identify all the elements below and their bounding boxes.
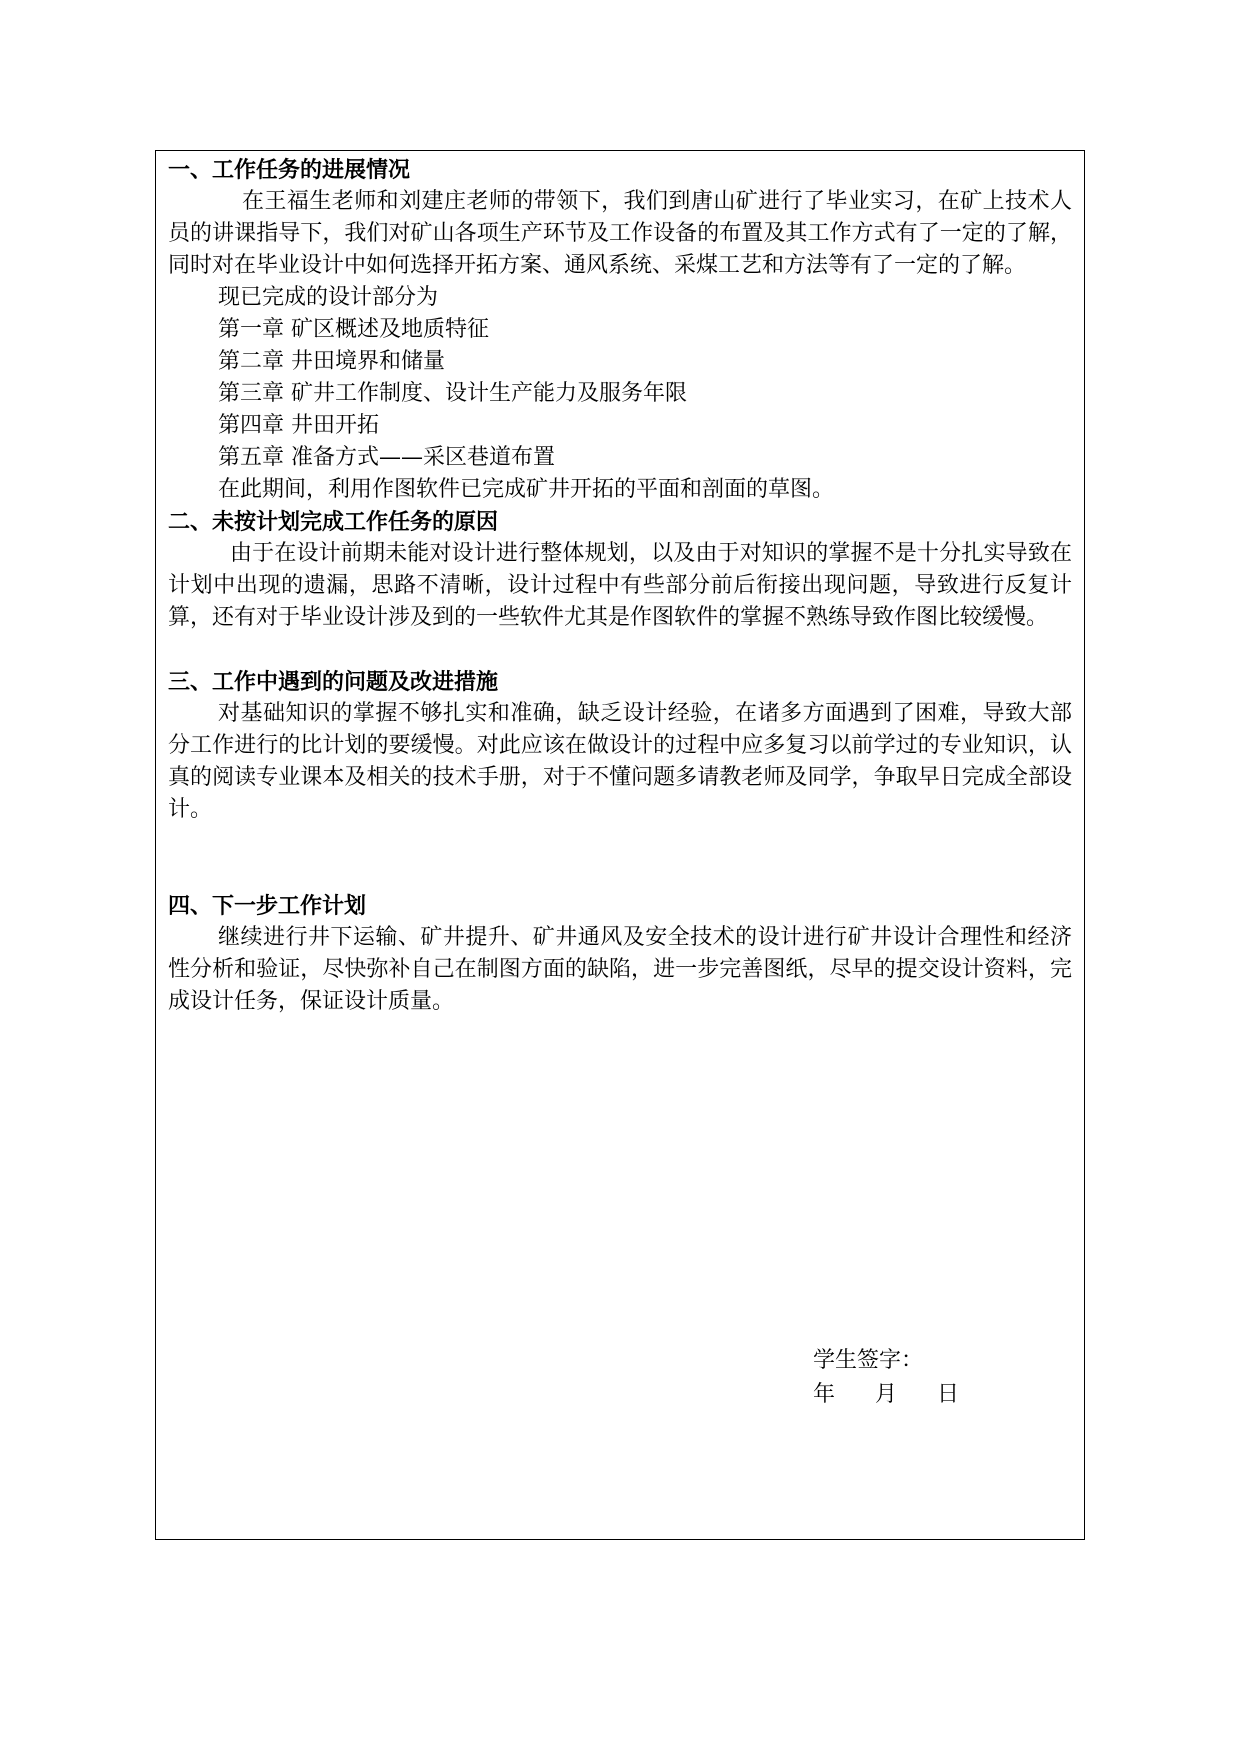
chapter-item: 第二章 井田境界和储量 — [218, 349, 445, 374]
date-year: 年 — [813, 1382, 836, 1407]
section-4-heading: 四、下一步工作计划 — [168, 893, 367, 919]
chapter-item: 第一章 矿区概述及地质特征 — [218, 317, 489, 342]
signature-label: 学生签字： — [813, 1348, 924, 1373]
chapter-item: 第五章 准备方式——采区巷道布置 — [218, 445, 555, 470]
section-3-heading: 三、工作中遇到的问题及改进措施 — [168, 669, 499, 695]
section-1-closing: 在此期间，利用作图软件已完成矿井开拓的平面和剖面的草图。 — [218, 477, 835, 502]
section-1-heading: 一、工作任务的进展情况 — [168, 157, 411, 183]
date-day: 日 — [937, 1382, 960, 1407]
date-row — [813, 1378, 959, 1412]
chapter-item: 第三章 矿井工作制度、设计生产能力及服务年限 — [218, 381, 687, 406]
spacer — [168, 826, 1072, 890]
spacer — [168, 634, 1072, 666]
report-frame — [155, 150, 1085, 1540]
section-3-body: 对基础知识的掌握不够扎实和准确，缺乏设计经验，在诸多方面遇到了困难，导致大部分工作进行的比计划的要缓慢。对此应该在做设计的过程中应多复习以前学过的专业知识，认真的阅读专业课本及相关的技术手册，对于不懂问题多请教老师及同学，争取早日完成全部设计。 — [168, 701, 1072, 822]
chapter-item: 第四章 井田开拓 — [218, 413, 379, 438]
section-1-intro: 在王福生老师和刘建庄老师的带领下，我们到唐山矿进行了毕业实习，在矿上技术人员的讲课指导下，我们对矿山各项生产环节及工作设备的布置及其工作方式有了一定的了解，同时对在毕业设计中如何选择开拓方案、通风系统、采煤工艺和方法等有了一定的了解。 — [168, 189, 1072, 278]
section-4-body: 继续进行井下运输、矿井提升、矿井通风及安全技术的设计进行矿井设计合理性和经济性分析和验证，尽快弥补自己在制图方面的缺陷，进一步完善图纸，尽早的提交设计资料，完成设计任务，保证设计质量。 — [168, 925, 1072, 1014]
completed-label: 现已完成的设计部分为 — [218, 285, 439, 310]
report-content — [168, 154, 1072, 1018]
section-2-body: 由于在设计前期未能对设计进行整体规划，以及由于对知识的掌握不是十分扎实导致在计划中出现的遗漏，思路不清晰，设计过程中有些部分前后衔接出现问题，导致进行反复计算，还有对于毕业设计涉及到的一些软件尤其是作图软件的掌握不熟练导致作图比较缓慢。 — [168, 541, 1072, 630]
date-month: 月 — [875, 1382, 898, 1407]
signature-block — [813, 1344, 959, 1412]
section-2-heading: 二、未按计划完成工作任务的原因 — [168, 509, 499, 535]
